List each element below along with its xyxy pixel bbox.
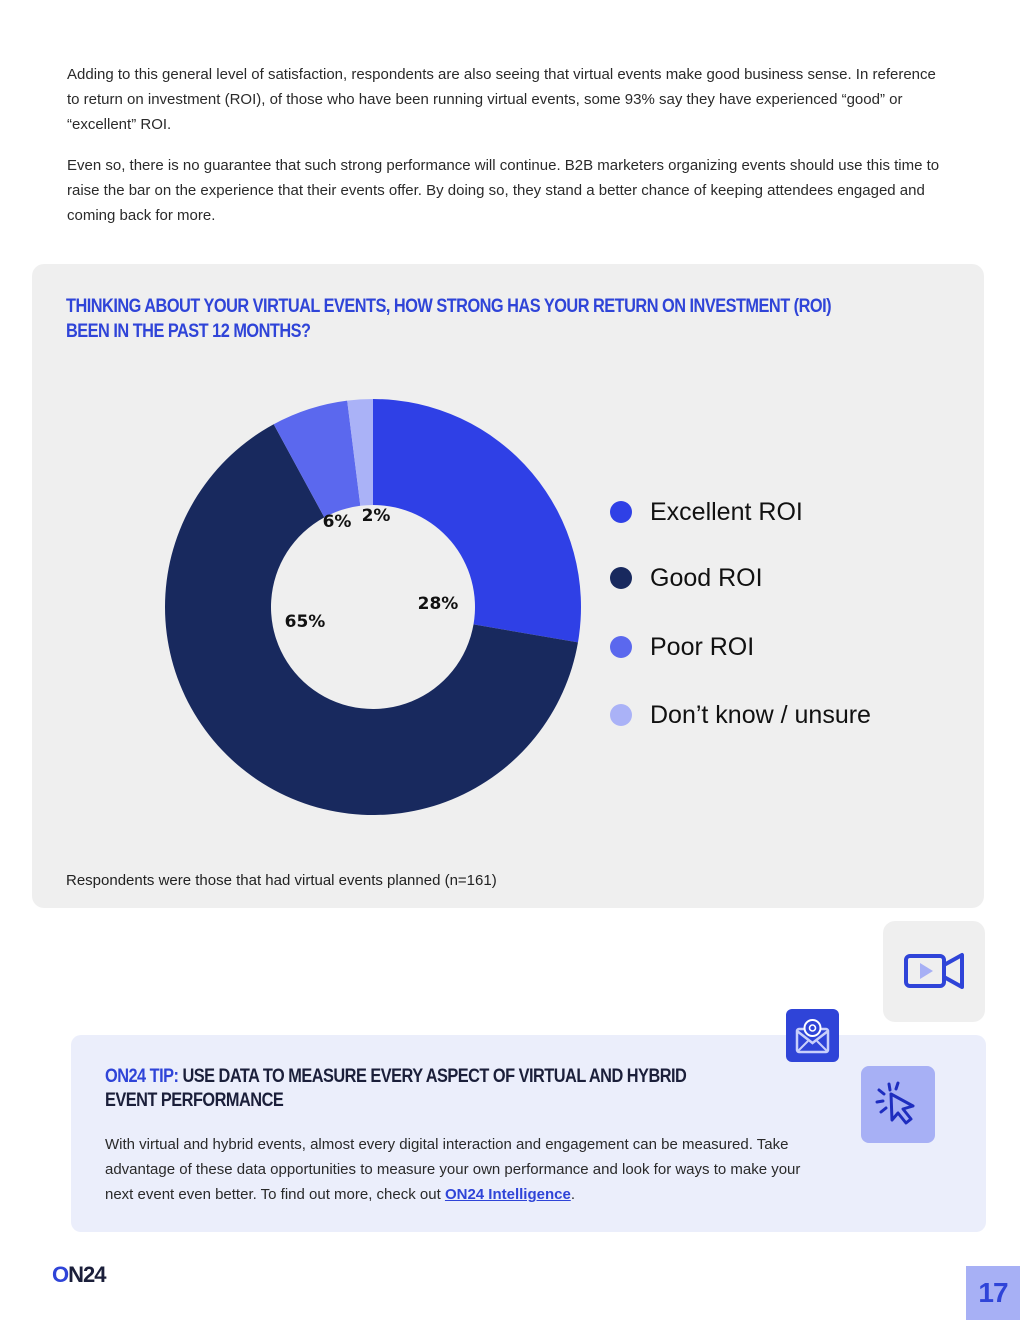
on24-intelligence-link[interactable]: ON24 Intelligence <box>444 1186 571 1203</box>
video-camera-icon <box>883 921 985 1022</box>
tip-card <box>71 1035 986 1232</box>
legend-label-excellent: Excellent ROI <box>650 498 803 526</box>
tip-prefix: ON24 TIP: <box>105 1066 179 1087</box>
email-badge <box>786 1009 839 1062</box>
tip-body-end: . <box>570 1186 575 1203</box>
intro-paragraph-1: Adding to this general level of satisfaction, respondents are also seeing that virtual events make good business sense. In reference to return on investment (ROI), of those who have been running virtual events, some 93% say they have experienced “good” or “excellent” ROI. <box>67 66 936 133</box>
legend-label-unsure: Don’t know / unsure <box>650 701 871 729</box>
tip-body-text: With virtual and hybrid events, almost every digital interaction and engagement can be measured. Take advantage of these data opportunities to measure your own performance and look for ways to make your next event even better. To find out more, check out <box>105 1136 801 1203</box>
cursor-click-icon <box>861 1066 935 1143</box>
donut-label-excellent: 28% <box>417 594 459 614</box>
page-number: 17 <box>966 1266 1020 1320</box>
video-card <box>883 921 985 1022</box>
legend-swatch-excellent <box>610 501 632 523</box>
email-icon <box>786 1009 839 1062</box>
legend-label-poor: Poor ROI <box>650 633 755 661</box>
click-badge <box>861 1066 935 1143</box>
donut-label-good: 65% <box>284 612 326 632</box>
chart-footnote: Respondents were those that had virtual events planned (n=161) <box>66 872 497 889</box>
tip-title <box>105 1065 707 1113</box>
legend-swatch-poor <box>610 636 632 658</box>
legend-swatch-unsure <box>610 704 632 726</box>
tip-title-line-2: EVENT PERFORMANCE <box>105 1090 284 1111</box>
chart-card <box>32 264 984 908</box>
legend-label-good: Good ROI <box>650 564 763 592</box>
tip-title-line-1: USE DATA TO MEASURE EVERY ASPECT OF VIRTUAL AND HYBRID <box>182 1066 687 1087</box>
intro-text <box>67 62 947 244</box>
intro-paragraph-2: Even so, there is no guarantee that such strong performance will continue. B2B marketers organizing events should use this time to raise the bar on the experience that their events offer. By doing so, they stand a better chance of keeping attendees engaged and coming back for more. <box>67 157 940 224</box>
donut-slice-excellent <box>373 399 581 642</box>
donut-label-unsure: 2% <box>361 506 391 526</box>
legend-swatch-good <box>610 567 632 589</box>
chart-title-line-2: BEEN IN THE PAST 12 MONTHS? <box>66 321 311 342</box>
tip-body <box>105 1132 825 1207</box>
donut-chart <box>32 264 984 864</box>
chart-title-line-1: THINKING ABOUT YOUR VIRTUAL EVENTS, HOW STRONG HAS YOUR RETURN ON INVESTMENT (ROI) <box>66 296 832 317</box>
donut-label-poor: 6% <box>322 512 352 532</box>
on24-logo: ON24 <box>52 1262 106 1287</box>
